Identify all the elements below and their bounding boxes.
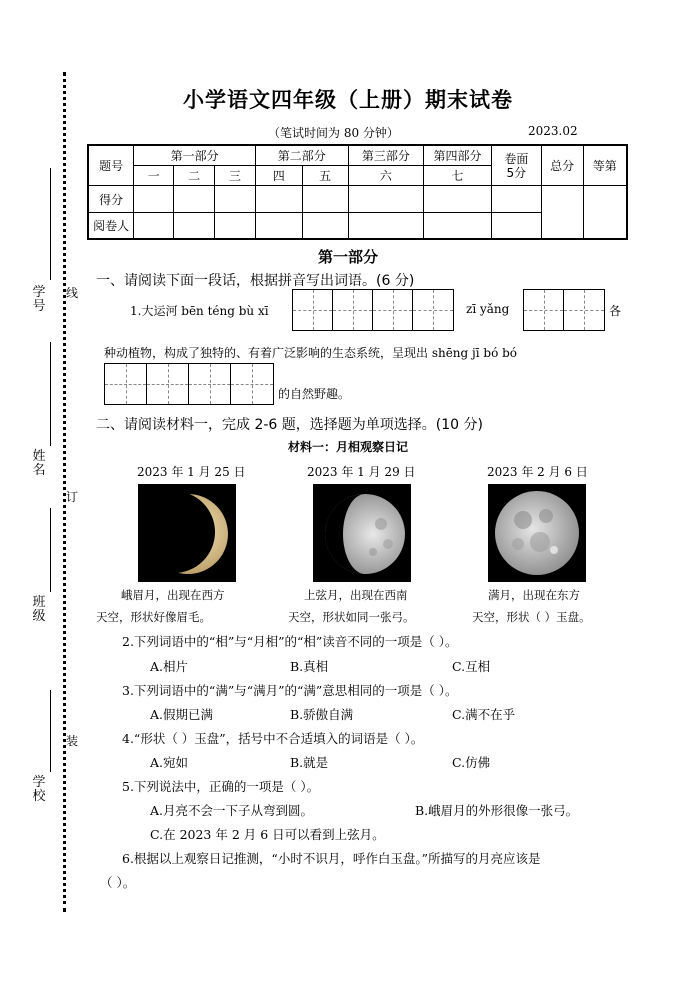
q1-text-line3: 的自然野趣。 xyxy=(278,387,351,401)
col-q1: 一 xyxy=(134,165,174,185)
school-label: 学校 xyxy=(32,775,46,804)
score-table xyxy=(87,144,628,240)
moon-caption-1-line2: 天空，形状好像眉毛。 xyxy=(96,610,211,624)
total-score-cell[interactable] xyxy=(541,186,583,239)
score-cell[interactable] xyxy=(134,186,174,213)
grade-cell[interactable] xyxy=(583,186,627,239)
q4-stem: 4.“形状（ ）玉盘”，括号中不合适填入的词语是（ ）。 xyxy=(122,731,424,746)
score-cell[interactable] xyxy=(215,186,256,213)
q4-option-b[interactable]: B.就是 xyxy=(290,755,329,770)
name-blank xyxy=(50,342,51,446)
score-cell[interactable] xyxy=(491,186,541,213)
reviewer-cell[interactable] xyxy=(348,212,424,239)
moon-caption-2-line1: 上弦月，出现在西南 xyxy=(304,588,408,602)
col-part1: 第一部分 xyxy=(134,145,256,165)
col-q6: 六 xyxy=(348,165,424,185)
q3-option-c[interactable]: C.满不在乎 xyxy=(452,707,516,722)
neatness-label: 卷面 xyxy=(504,151,529,166)
reviewer-cell[interactable] xyxy=(302,212,348,239)
crescent-moon-image xyxy=(138,484,236,582)
student-id-label: 学号 xyxy=(32,285,46,314)
q2-option-a[interactable]: A.相片 xyxy=(150,659,189,674)
moon-date-3: 2023 年 2 月 6 日 xyxy=(487,465,588,479)
moon-caption-1 xyxy=(96,584,276,628)
q5-option-a[interactable]: A.月亮不会一下子从弯到圆。 xyxy=(150,803,314,818)
moon-date-2: 2023 年 1 月 29 日 xyxy=(307,465,416,479)
answer-grid-shengjibobo[interactable] xyxy=(104,363,274,405)
question1-heading: 一、请阅读下面一段话，根据拼音写出词语。(6 分) xyxy=(96,273,415,289)
exam-duration: （笔试时间为 80 分钟） xyxy=(268,126,399,140)
answer-grid-bentengbuxi[interactable] xyxy=(292,289,454,331)
score-cell[interactable] xyxy=(302,186,348,213)
class-label: 班级 xyxy=(32,595,46,624)
exam-date: 2023.02 xyxy=(528,124,578,138)
section-title: 第一部分 xyxy=(317,248,378,266)
reviewer-cell[interactable] xyxy=(174,212,215,239)
name-label: 姓名 xyxy=(32,449,46,478)
q5-option-b[interactable]: B.峨眉月的外形很像一张弓。 xyxy=(415,803,579,818)
row-header-reviewer: 阅卷人 xyxy=(88,212,134,239)
col-q3: 三 xyxy=(215,165,256,185)
q1-text-line1b: zī yǎng xyxy=(466,302,510,316)
reviewer-cell[interactable] xyxy=(134,212,174,239)
material-title: 材料一：月相观察日记 xyxy=(287,440,408,454)
col-q7: 七 xyxy=(424,165,492,185)
moon-caption-1-line1: 峨眉月，出现在西方 xyxy=(121,588,225,602)
exam-title: 小学语文四年级（上册）期末试卷 xyxy=(183,88,513,112)
score-cell[interactable] xyxy=(174,186,215,213)
col-grade: 等第 xyxy=(583,145,627,186)
q5-option-c[interactable]: C.在 2023 年 2 月 6 日可以看到上弦月。 xyxy=(150,827,385,842)
reviewer-cell[interactable] xyxy=(255,212,302,239)
neatness-points: 5分 xyxy=(506,165,527,180)
moon-caption-2-line2: 天空，形状如同一张弓。 xyxy=(288,610,415,624)
q1-text-line2: 种动植物，构成了独特的、有着广泛影响的生态系统，呈现出 shēng jī bó bó xyxy=(104,346,518,360)
moon-caption-3 xyxy=(472,584,652,628)
first-quarter-moon-image xyxy=(313,484,411,582)
score-cell[interactable] xyxy=(255,186,302,213)
q1-text-line1a: 1.大运河 bēn téng bù xī xyxy=(130,304,269,318)
q4-option-c[interactable]: C.仿佛 xyxy=(452,755,491,770)
moon-caption-3-line2: 天空，形状（ ）玉盘。 xyxy=(472,610,591,624)
q2-stem: 2.下列词语中的“相”与“月相”的“相”读音不同的一项是（ ）。 xyxy=(122,634,458,649)
school-blank xyxy=(50,690,51,772)
q3-option-a[interactable]: A.假期已满 xyxy=(150,707,214,722)
row-header-score: 得分 xyxy=(88,186,134,213)
q5-stem: 5.下列说法中，正确的一项是（ ）。 xyxy=(122,779,320,794)
score-cell[interactable] xyxy=(348,186,424,213)
q3-stem: 3.下列词语中的“满”与“满月”的“满”意思相同的一项是（ ）。 xyxy=(122,683,458,698)
col-part2: 第二部分 xyxy=(255,145,348,165)
col-neatness xyxy=(491,145,541,186)
col-part4: 第四部分 xyxy=(424,145,492,165)
reviewer-cell[interactable] xyxy=(424,212,492,239)
col-q5: 五 xyxy=(302,165,348,185)
bind-char-zhuang: 装 xyxy=(66,734,79,748)
moon-date-1: 2023 年 1 月 25 日 xyxy=(137,465,246,479)
q6-stem: 6.根据以上观察日记推测，“小时不识月，呼作白玉盘。”所描写的月亮应该是 xyxy=(122,851,541,866)
moon-caption-2 xyxy=(288,584,468,628)
bind-char-xian: 线 xyxy=(66,286,79,300)
class-blank xyxy=(50,508,51,592)
col-total: 总分 xyxy=(541,145,583,186)
q2-option-b[interactable]: B.真相 xyxy=(290,659,329,674)
full-moon-image xyxy=(488,484,586,582)
col-q2: 二 xyxy=(174,165,215,185)
answer-grid-ziyang[interactable] xyxy=(523,289,605,331)
question2-heading: 二、请阅读材料一，完成 2-6 题，选择题为单项选择。(10 分) xyxy=(96,417,483,433)
reviewer-cell[interactable] xyxy=(491,212,541,239)
score-cell[interactable] xyxy=(424,186,492,213)
q6-answer-blank[interactable]: （ ）。 xyxy=(100,875,136,890)
q4-option-a[interactable]: A.宛如 xyxy=(150,755,189,770)
row-header-question-num: 题号 xyxy=(88,145,134,186)
bind-char-ding: 订 xyxy=(66,490,79,504)
col-part3: 第三部分 xyxy=(348,145,424,165)
q2-option-c[interactable]: C.互相 xyxy=(452,659,491,674)
q1-text-line1c: 各 xyxy=(609,304,622,318)
q3-option-b[interactable]: B.骄傲自满 xyxy=(290,707,354,722)
col-q4: 四 xyxy=(255,165,302,185)
reviewer-cell[interactable] xyxy=(215,212,256,239)
moon-caption-3-line1: 满月，出现在东方 xyxy=(488,588,580,602)
